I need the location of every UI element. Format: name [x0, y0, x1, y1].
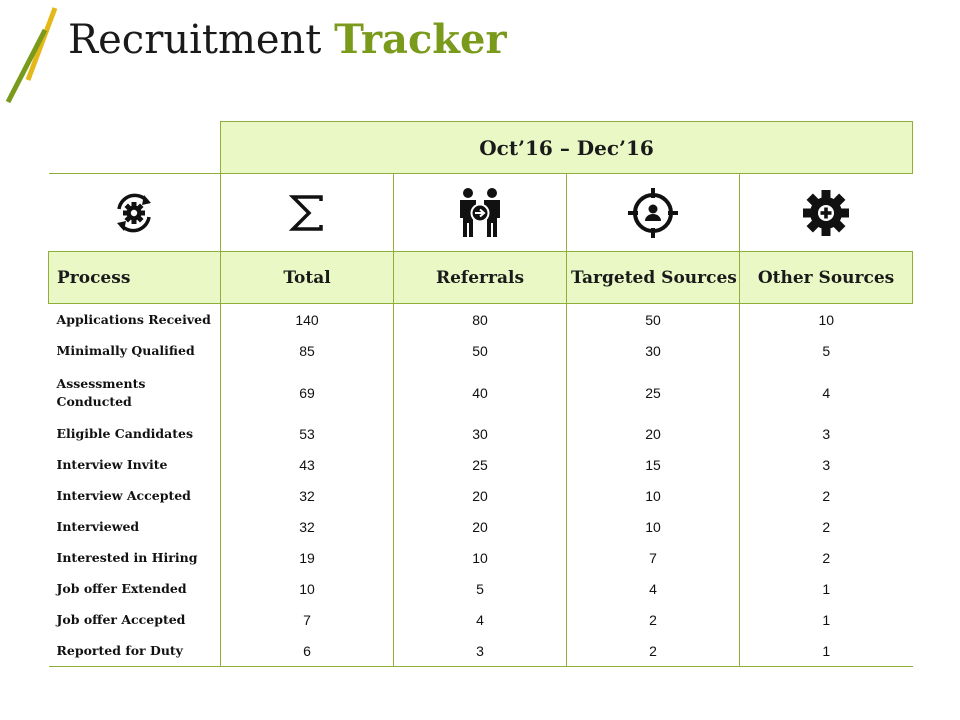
- cycle-gear-icon: [111, 190, 157, 236]
- cell-targeted: 7: [567, 543, 740, 574]
- cell-targeted: 20: [567, 419, 740, 450]
- header-total: Total: [221, 252, 394, 304]
- icon-cell-process: [49, 174, 221, 252]
- table-row: [49, 605, 913, 636]
- cell-other: 5: [740, 336, 913, 367]
- column-header-row: [49, 252, 913, 304]
- row-label: Applications Received: [49, 304, 221, 336]
- cell-total: 69: [221, 367, 394, 419]
- table-row: [49, 304, 913, 336]
- recruitment-table: [48, 121, 913, 667]
- icon-cell-targeted: [567, 174, 740, 252]
- row-label: Job offer Accepted: [49, 605, 221, 636]
- table-row: [49, 367, 913, 419]
- row-label: Interview Accepted: [49, 481, 221, 512]
- cell-referrals: 25: [394, 450, 567, 481]
- cell-total: 85: [221, 336, 394, 367]
- cell-targeted: 15: [567, 450, 740, 481]
- table-row: [49, 419, 913, 450]
- cell-referrals: 3: [394, 636, 567, 667]
- cell-total: 53: [221, 419, 394, 450]
- cell-total: 6: [221, 636, 394, 667]
- icon-cell-other: [740, 174, 913, 252]
- cell-other: 2: [740, 481, 913, 512]
- header-referrals: Referrals: [394, 252, 567, 304]
- cell-targeted: 10: [567, 481, 740, 512]
- cell-other: 3: [740, 419, 913, 450]
- cell-total: 32: [221, 481, 394, 512]
- table-row: [49, 450, 913, 481]
- cell-referrals: 20: [394, 481, 567, 512]
- gear-plus-icon: [802, 189, 850, 237]
- table-row: [49, 574, 913, 605]
- cell-targeted: 2: [567, 636, 740, 667]
- cell-targeted: 30: [567, 336, 740, 367]
- cell-referrals: 30: [394, 419, 567, 450]
- cell-targeted: 2: [567, 605, 740, 636]
- cell-total: 43: [221, 450, 394, 481]
- table-body: [49, 304, 913, 667]
- row-label: Reported for Duty: [49, 636, 221, 667]
- table-row: [49, 336, 913, 367]
- cell-other: 3: [740, 450, 913, 481]
- cell-targeted: 50: [567, 304, 740, 336]
- icon-cell-referrals: [394, 174, 567, 252]
- row-label: Assessments Conducted: [49, 367, 221, 419]
- cell-total: 7: [221, 605, 394, 636]
- cell-other: 1: [740, 605, 913, 636]
- cell-other: 1: [740, 636, 913, 667]
- row-label: Interview Invite: [49, 450, 221, 481]
- cell-total: 32: [221, 512, 394, 543]
- cell-targeted: 10: [567, 512, 740, 543]
- row-label: Interviewed: [49, 512, 221, 543]
- icon-row: [49, 174, 913, 252]
- table-row: [49, 636, 913, 667]
- row-label: Job offer Extended: [49, 574, 221, 605]
- cell-targeted: 4: [567, 574, 740, 605]
- cell-total: 19: [221, 543, 394, 574]
- title-main: Recruitment: [68, 17, 335, 63]
- target-person-icon: [626, 186, 680, 240]
- cell-referrals: 80: [394, 304, 567, 336]
- blank-corner: [49, 122, 221, 174]
- title-highlight: Tracker: [334, 16, 507, 63]
- header-other-sources: Other Sources: [740, 252, 913, 304]
- table-row: [49, 543, 913, 574]
- sigma-icon: [287, 193, 327, 233]
- table-row: [49, 481, 913, 512]
- cell-referrals: 40: [394, 367, 567, 419]
- cell-other: 1: [740, 574, 913, 605]
- two-people-icon: [456, 187, 504, 239]
- cell-referrals: 50: [394, 336, 567, 367]
- title-accent-slashes: [0, 0, 70, 110]
- page-title: [68, 16, 507, 63]
- cell-total: 10: [221, 574, 394, 605]
- cell-other: 2: [740, 512, 913, 543]
- cell-targeted: 25: [567, 367, 740, 419]
- period-header: Oct’16 – Dec’16: [221, 122, 913, 174]
- header-targeted-sources: Targeted Sources: [567, 252, 740, 304]
- cell-referrals: 20: [394, 512, 567, 543]
- cell-other: 2: [740, 543, 913, 574]
- row-label: Interested in Hiring: [49, 543, 221, 574]
- row-label: Eligible Candidates: [49, 419, 221, 450]
- header-process: Process: [49, 252, 221, 304]
- cell-referrals: 4: [394, 605, 567, 636]
- cell-total: 140: [221, 304, 394, 336]
- cell-other: 10: [740, 304, 913, 336]
- cell-other: 4: [740, 367, 913, 419]
- period-row: [49, 122, 913, 174]
- cell-referrals: 5: [394, 574, 567, 605]
- table-row: [49, 512, 913, 543]
- row-label: Minimally Qualified: [49, 336, 221, 367]
- cell-referrals: 10: [394, 543, 567, 574]
- icon-cell-total: [221, 174, 394, 252]
